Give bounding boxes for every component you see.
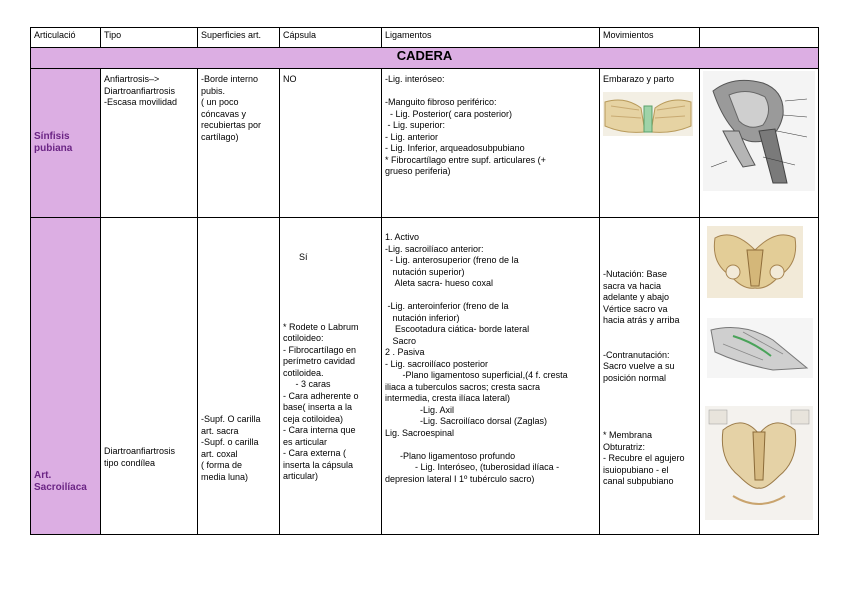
text-line: Sacro vuelve a su bbox=[603, 361, 675, 371]
text-line: art. sacra bbox=[201, 425, 239, 436]
text-line: nutación superior) bbox=[385, 266, 465, 277]
cell-superficies bbox=[198, 218, 280, 535]
text-line: -Nutación: Base bbox=[603, 269, 668, 279]
text-line: cotiloidea. bbox=[283, 367, 324, 378]
text-line: cóncavas y bbox=[201, 108, 247, 119]
text-line: adelante y abajo bbox=[603, 292, 670, 302]
text-line: base( inserta a la bbox=[283, 402, 353, 412]
text-line: - Lig. anterior bbox=[385, 131, 439, 142]
text-line: sacra va hacia bbox=[603, 280, 662, 291]
text-line: -Lig. sacroilíaco anterior: bbox=[385, 243, 484, 254]
cell-ligamentos bbox=[382, 69, 600, 218]
text-line bbox=[603, 384, 696, 396]
text-line: articular) bbox=[283, 471, 319, 481]
text-line bbox=[385, 290, 596, 302]
text-line: 2 . Pasiva bbox=[385, 347, 425, 357]
text-line: art. coxal bbox=[201, 448, 238, 459]
text-line: - Lig. anterosuperior (freno de la bbox=[385, 255, 519, 265]
text-line: * Fibrocartílago entre supf. articulares (+ bbox=[385, 154, 546, 165]
text-line: -Lig. interóseo: bbox=[385, 74, 445, 84]
cell-movimientos bbox=[600, 69, 700, 218]
text-line: Aleta sacra- hueso coxal bbox=[385, 278, 494, 288]
text-line: hacia atrás y arriba bbox=[603, 315, 680, 325]
text-line: iliaca a tuberculos sacros; cresta sacra bbox=[385, 381, 541, 392]
row-name: Sínfisis pubiana bbox=[31, 69, 101, 218]
text-line: -Lig. anteroinferior (freno de la bbox=[385, 301, 509, 311]
text-line: Obturatriz: bbox=[603, 441, 646, 452]
text-line: isuiopubiano - el bbox=[603, 464, 669, 475]
text-line: 1. Activo bbox=[385, 232, 420, 242]
text-line: intermedia, cresta ilíaca lateral) bbox=[385, 393, 511, 403]
header-movimientos: Movimientos bbox=[600, 28, 700, 48]
cell-tipo bbox=[101, 69, 198, 218]
text-line: Lig. Sacroespinal bbox=[385, 427, 455, 438]
cell-movimientos bbox=[600, 218, 700, 535]
text-line: Diartroanfiartrosis bbox=[104, 85, 176, 96]
header-row bbox=[31, 28, 819, 48]
text-line: -Supf. O carilla bbox=[201, 414, 261, 424]
cell-capsula bbox=[280, 69, 382, 218]
text-line: Sacro bbox=[385, 335, 417, 346]
text-line: - Cara externa ( bbox=[283, 448, 347, 458]
table-sheet bbox=[30, 27, 818, 535]
text-line bbox=[385, 439, 596, 451]
text-line bbox=[385, 86, 596, 98]
text-line: Diartroanfiartrosis bbox=[104, 446, 176, 456]
text-line: - Cara interna que bbox=[283, 425, 356, 435]
text-line: - Lig. superior: bbox=[385, 120, 446, 130]
text-line: es articular bbox=[283, 436, 328, 447]
header-tipo: Tipo bbox=[101, 28, 198, 48]
text-line: nutación inferior) bbox=[385, 312, 460, 323]
text-line: media luna) bbox=[201, 471, 249, 482]
row-name: Art. Sacroilíaca bbox=[31, 218, 101, 535]
text-line: cartílago) bbox=[201, 131, 239, 142]
text-line: -Lig. Sacroilíaco dorsal (Zaglas) bbox=[385, 416, 548, 426]
text-line: -Manguito fibroso periférico: bbox=[385, 97, 497, 107]
section-title: CADERA bbox=[31, 48, 819, 69]
text-line: - Recubre el agujero bbox=[603, 453, 685, 463]
section-row bbox=[31, 48, 819, 69]
header-superficies: Superficies art. bbox=[198, 28, 280, 48]
text-line: tipo condílea bbox=[104, 457, 156, 468]
articulations-table bbox=[30, 27, 819, 535]
text-line: posición normal bbox=[603, 372, 667, 383]
text-line bbox=[603, 396, 696, 408]
text-line: ceja cotiloidea) bbox=[283, 413, 344, 424]
pubic-symphysis-image bbox=[603, 92, 693, 136]
row-sacroiliaca bbox=[31, 218, 819, 535]
text-line: -Lig. Axil bbox=[385, 404, 455, 415]
text-line: - Lig. Interóseo, (tuberosidad ilíaca - bbox=[385, 462, 560, 472]
cell-superficies bbox=[198, 69, 280, 218]
sacroiliac-images bbox=[703, 220, 815, 526]
text-line: -Supf. o carilla bbox=[201, 437, 259, 447]
text-line: ( forma de bbox=[201, 460, 243, 470]
cell-tipo bbox=[101, 218, 198, 535]
text-line: * Membrana bbox=[603, 430, 653, 440]
text-line: -Borde interno bbox=[201, 74, 259, 84]
cell-capsula bbox=[280, 218, 382, 535]
text-line: perímetro cavidad bbox=[283, 356, 356, 366]
text-line: Anfiartrosis–> bbox=[104, 74, 160, 84]
cell-ligamentos bbox=[382, 218, 600, 535]
header-image bbox=[700, 28, 819, 48]
text-line: - Cara adherente o bbox=[283, 390, 359, 401]
row-sinfisis bbox=[31, 69, 819, 218]
cell-image bbox=[700, 218, 819, 535]
text-line: inserta la cápsula bbox=[283, 459, 354, 470]
header-capsula: Cápsula bbox=[280, 28, 382, 48]
text-line bbox=[603, 419, 696, 431]
text-line: -Escasa movilidad bbox=[104, 97, 178, 107]
cell-image bbox=[700, 69, 819, 218]
text-line: recubiertas por bbox=[201, 120, 262, 130]
text-line bbox=[603, 338, 696, 350]
text-line: -Plano ligamentoso superficial,(4 f. cresta bbox=[385, 370, 568, 380]
text-line: cotiloideo: bbox=[283, 333, 324, 343]
text-line: Vértice sacro va bbox=[603, 303, 668, 314]
text-line: grueso periferia) bbox=[385, 166, 451, 176]
text-line: canal subpubiano bbox=[603, 476, 674, 486]
text-line: - Lig. Posterior( cara posterior) bbox=[385, 108, 513, 119]
capsula-si: Sí bbox=[299, 252, 308, 262]
text-line: Embarazo y parto bbox=[603, 74, 675, 84]
text-line: Escootadura ciática- borde lateral bbox=[385, 324, 530, 334]
text-line: - 3 caras bbox=[283, 379, 331, 389]
text-line bbox=[603, 407, 696, 419]
text-line: ( un poco bbox=[201, 97, 239, 107]
hip-ligaments-image bbox=[703, 71, 815, 191]
text-line: -Plano ligamentoso profundo bbox=[385, 450, 516, 461]
header-articulacion: Articulació bbox=[31, 28, 101, 48]
text-line: pubis. bbox=[201, 85, 226, 96]
text-line: depresion lateral I 1º tubérculo sacro) bbox=[385, 473, 535, 484]
header-ligamentos: Ligamentos bbox=[382, 28, 600, 48]
text-line: - Lig. sacroilíaco posterior bbox=[385, 358, 489, 369]
text-line: * Rodete o Labrum bbox=[283, 321, 359, 332]
text-line bbox=[603, 327, 696, 339]
text-line: -Contranutación: bbox=[603, 349, 670, 360]
text-line: NO bbox=[283, 74, 297, 84]
text-line: - Lig. Inferior, arqueadosubpubiano bbox=[385, 143, 525, 153]
text-line: - Fibrocartílago en bbox=[283, 344, 357, 355]
